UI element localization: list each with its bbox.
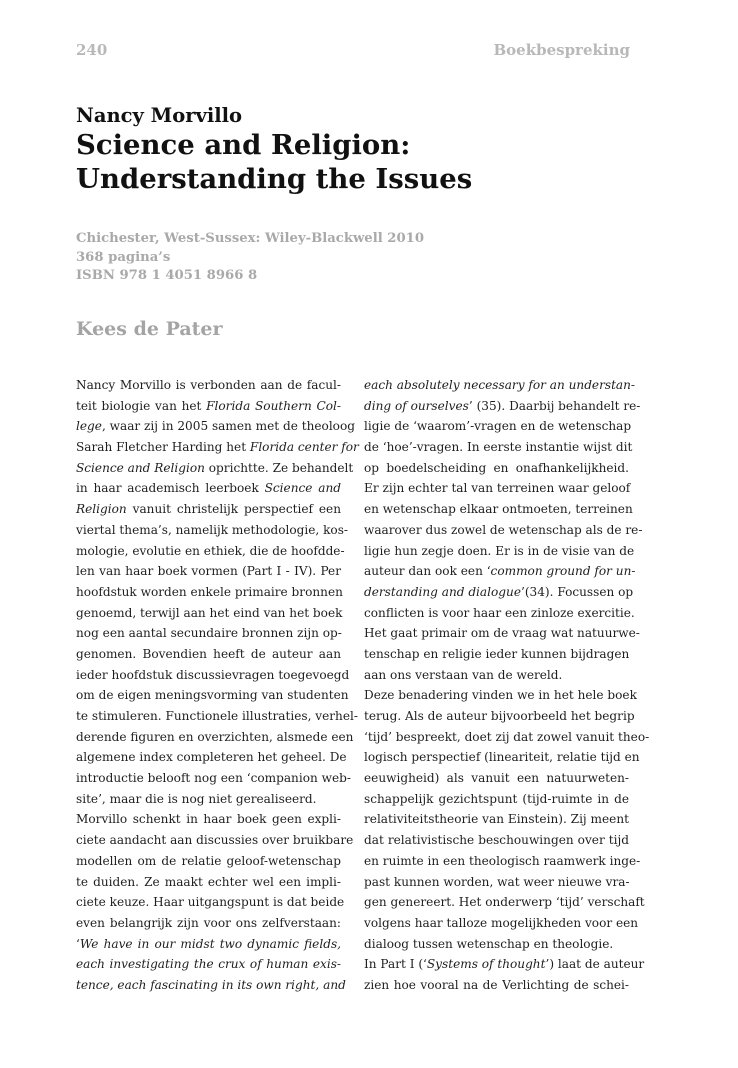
text-run: ligie hun zegje doen. Er is in de visie van de bbox=[364, 543, 635, 558]
italic-text: tence, each fascinating in its own right, and bbox=[76, 977, 346, 992]
text-run: waarover dus zowel de wetenschap als de re- bbox=[364, 522, 643, 537]
text-run: conflicten is voor haar een zinloze exercitie. bbox=[364, 605, 635, 620]
text-line bbox=[76, 416, 355, 437]
text-run: ligie de ‘waarom’-vragen en de wetenschap bbox=[364, 419, 632, 434]
text-run: ‘tijd’ bespreekt, doet zij dat zowel vanuit theo- bbox=[364, 729, 650, 744]
text-line bbox=[364, 520, 643, 541]
text-run: om de eigen meningsvorming van studenten bbox=[76, 688, 349, 703]
text-run: terug. Als de auteur bijvoorbeeld het begrip bbox=[364, 709, 635, 723]
text-run: nog een aantal secundaire bronnen zijn op- bbox=[76, 626, 342, 641]
text-line bbox=[76, 582, 341, 603]
text-line bbox=[76, 913, 341, 934]
italic-text: Systems of thought bbox=[426, 957, 546, 972]
text-run: teit biologie van het bbox=[76, 398, 207, 413]
text-run: site’, maar die is nog niet gerealiseerd. bbox=[76, 791, 317, 806]
text-run: algemene index completeren het geheel. De bbox=[76, 750, 347, 765]
text-run: ciete keuze. Haar uitgangspunt is dat beide bbox=[76, 895, 345, 910]
italic-text: Science and Religion bbox=[76, 460, 205, 475]
italic-text: derstanding and dialogue bbox=[364, 584, 521, 599]
text-run: dialoog tussen wetenschap en theologie. bbox=[364, 936, 614, 951]
book-title bbox=[76, 128, 472, 196]
text-line bbox=[76, 644, 341, 665]
text-run: modellen om de relatie geloof-wetenschap bbox=[76, 853, 341, 868]
text-line bbox=[364, 747, 640, 768]
text-line bbox=[364, 789, 629, 810]
text-line bbox=[364, 416, 632, 437]
text-run: Deze benadering vinden we in het hele boek bbox=[364, 688, 637, 703]
text-line bbox=[76, 768, 351, 789]
text-line bbox=[76, 665, 350, 686]
text-line bbox=[76, 623, 341, 644]
text-line bbox=[364, 458, 629, 479]
reviewer-name: Kees de Pater bbox=[76, 318, 223, 340]
text-run: ciete aandacht aan discussies over bruikbare bbox=[76, 833, 354, 848]
text-line bbox=[364, 644, 629, 665]
publication-info bbox=[76, 230, 424, 286]
text-run: relativiteitstheorie van Einstein). Zij meent bbox=[364, 812, 629, 827]
text-line bbox=[364, 437, 633, 458]
text-line bbox=[364, 954, 645, 975]
text-line bbox=[364, 541, 635, 562]
text-line bbox=[76, 830, 354, 851]
text-line bbox=[76, 685, 349, 706]
text-line bbox=[364, 892, 645, 913]
text-line bbox=[364, 768, 629, 789]
text-run: hoofdstuk worden enkele primaire bronnen bbox=[76, 584, 343, 599]
text-line bbox=[364, 872, 629, 893]
text-run: auteur dan ook een ‘ bbox=[364, 564, 491, 579]
text-line bbox=[364, 706, 635, 727]
text-run: derende figuren en overzichten, alsmede een bbox=[76, 729, 354, 744]
text-line bbox=[76, 851, 341, 872]
italic-text: common ground for un- bbox=[490, 564, 636, 579]
text-line bbox=[76, 789, 341, 810]
text-run: , waar zij in 2005 samen met de theoloog bbox=[101, 419, 355, 434]
text-run: genoemd, terwijl aan het eind van het boek bbox=[76, 605, 343, 620]
text-line bbox=[364, 851, 641, 872]
text-run: gen genereert. Het onderwerp ‘tijd’ verschaft bbox=[364, 895, 645, 910]
text-run: introductie belooft nog een ‘companion web- bbox=[76, 771, 351, 786]
body-column-right bbox=[364, 375, 650, 996]
text-line bbox=[364, 396, 641, 417]
italic-text: lege bbox=[76, 419, 102, 434]
text-run: Het gaat primair om de vraag wat natuurwe- bbox=[364, 626, 640, 641]
text-run: Morvillo schenkt in haar boek geen expli- bbox=[76, 812, 341, 827]
text-line bbox=[364, 375, 636, 396]
text-line bbox=[76, 892, 345, 913]
book-author: Nancy Morvillo bbox=[76, 104, 243, 127]
text-line bbox=[76, 934, 341, 955]
text-line bbox=[76, 603, 341, 624]
text-run: dat relativistische beschouwingen over tijd bbox=[364, 833, 629, 848]
text-line bbox=[76, 478, 341, 499]
italic-text: each absolutely necessary for an understan- bbox=[364, 378, 636, 392]
italic-text: each investigating the crux of human exis- bbox=[76, 957, 341, 972]
text-run: Er zijn echter tal van terreinen waar geloof bbox=[364, 481, 631, 496]
text-run: vanuit christelijk perspectief een bbox=[126, 502, 341, 517]
text-run: ’(34). Focussen op bbox=[520, 584, 634, 599]
text-run: ’) laat de auteur bbox=[545, 957, 645, 972]
text-run: te duiden. Ze maakt echter wel een impli- bbox=[76, 874, 341, 889]
text-line bbox=[364, 727, 650, 748]
text-line bbox=[76, 809, 341, 830]
text-run: zien hoe vooral na de Verlichting de schei- bbox=[364, 977, 629, 992]
text-run: past kunnen worden, wat weer nieuwe vra- bbox=[364, 874, 630, 889]
text-line bbox=[364, 975, 629, 996]
italic-text: Religion bbox=[76, 502, 127, 517]
text-run: len van haar boek vormen (Part I - IV). Per bbox=[76, 564, 341, 579]
body-column-left bbox=[76, 375, 359, 996]
italic-text: Science and bbox=[264, 481, 341, 496]
text-line bbox=[364, 665, 629, 686]
text-line bbox=[76, 396, 341, 417]
text-line bbox=[364, 499, 633, 520]
book-title-line-2: Understanding the Issues bbox=[76, 163, 473, 195]
text-line bbox=[76, 437, 359, 458]
text-line bbox=[76, 706, 358, 727]
text-line bbox=[364, 685, 637, 706]
text-line bbox=[364, 623, 640, 644]
text-line bbox=[364, 934, 629, 955]
text-line bbox=[364, 913, 639, 934]
text-line bbox=[364, 478, 629, 499]
text-run: ’ (35). Daarbij behandelt re- bbox=[468, 398, 641, 413]
text-line bbox=[76, 747, 347, 768]
text-run: logisch perspectief (lineariteit, relatie tijd en bbox=[364, 750, 640, 765]
text-run: te stimuleren. Functionele illustraties, verhel- bbox=[76, 709, 358, 723]
text-line bbox=[364, 603, 635, 624]
italic-text: Florida Southern Col- bbox=[206, 398, 341, 413]
italic-text: ding of ourselves bbox=[364, 398, 469, 413]
text-run: In Part I (‘ bbox=[364, 957, 427, 972]
page-count: 368 pagina’s bbox=[76, 249, 171, 265]
text-line bbox=[76, 499, 341, 520]
text-line bbox=[76, 375, 341, 396]
text-line bbox=[364, 809, 629, 830]
text-line bbox=[76, 520, 349, 541]
text-run: Sarah Fletcher Harding het bbox=[76, 440, 250, 455]
text-run: oprichtte. Ze behandelt bbox=[204, 460, 354, 475]
text-line bbox=[76, 458, 354, 479]
text-run: in haar academisch leerboek bbox=[76, 481, 265, 496]
text-run: even belangrijk zijn voor ons zelfverstaan: bbox=[76, 915, 341, 930]
text-line bbox=[364, 582, 634, 603]
text-line bbox=[76, 727, 354, 748]
text-line bbox=[364, 561, 636, 582]
text-run: eeuwigheid) als vanuit een natuurweten- bbox=[364, 771, 629, 786]
text-run: op boedelscheiding en onafhankelijkheid. bbox=[364, 460, 629, 475]
text-run: tenschap en religie ieder kunnen bijdragen bbox=[364, 646, 630, 661]
text-line bbox=[76, 561, 341, 582]
text-run: viertal thema’s, namelijk methodologie, kos- bbox=[76, 522, 349, 537]
text-run: en ruimte in een theologisch raamwerk inge- bbox=[364, 853, 641, 868]
text-line bbox=[76, 541, 345, 562]
book-title-line-1: Science and Religion: bbox=[76, 129, 411, 161]
italic-text: We have in our midst two dynamic fields, bbox=[79, 936, 341, 951]
text-run: mologie, evolutie en ethiek, die de hoofdde- bbox=[76, 543, 345, 558]
text-run: schappelijk gezichtspunt (tijd-ruimte in de bbox=[364, 791, 629, 806]
page-number: 240 bbox=[76, 41, 108, 59]
text-line bbox=[76, 975, 346, 996]
italic-text: Florida center for bbox=[249, 440, 359, 455]
text-run: aan ons verstaan van de wereld. bbox=[364, 667, 563, 682]
text-line bbox=[76, 872, 341, 893]
text-run: en wetenschap elkaar ontmoeten, terreinen bbox=[364, 502, 633, 517]
section-name: Boekbespreking bbox=[493, 41, 630, 59]
text-line bbox=[76, 954, 341, 975]
text-run: genomen. Bovendien heeft de auteur aan bbox=[76, 646, 341, 661]
text-run: de ‘hoe’-vragen. In eerste instantie wijst dit bbox=[364, 440, 633, 455]
text-run: Nancy Morvillo is verbonden aan de facul- bbox=[76, 378, 341, 392]
isbn: ISBN 978 1 4051 8966 8 bbox=[76, 268, 258, 283]
text-run: ‘ bbox=[76, 936, 80, 951]
publisher: Chichester, West-Sussex: Wiley-Blackwell 2010 bbox=[76, 231, 425, 246]
text-run: ieder hoofdstuk discussievragen toegevoegd bbox=[76, 667, 350, 682]
text-line bbox=[364, 830, 629, 851]
text-run: volgens haar talloze mogelijkheden voor een bbox=[364, 915, 639, 930]
